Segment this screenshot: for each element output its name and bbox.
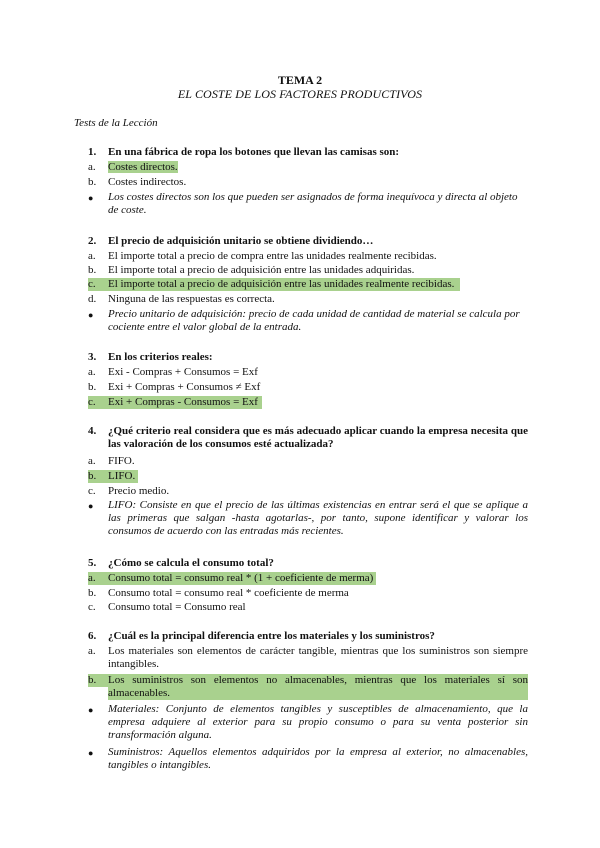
option-marker: a. xyxy=(88,366,96,378)
question-number: 3. xyxy=(88,351,97,363)
question-number: 6. xyxy=(88,630,97,642)
question-text: El precio de adquisición unitario se obtiene dividiendo… xyxy=(108,235,374,247)
option-text: El importe total a precio de adquisición entre las unidades adquiridas. xyxy=(108,264,415,276)
option-marker: d. xyxy=(88,293,97,305)
option-marker: a. xyxy=(88,572,108,585)
option-text: Exi - Compras + Consumos = Exf xyxy=(108,366,258,378)
option-5b xyxy=(88,587,349,600)
explanation-text: Precio unitario de adquisición: precio de cada unidad de cantidad de material se calcula por cociente entre el valor global de la entrada. xyxy=(108,308,520,333)
question-5 xyxy=(88,557,528,570)
option-marker: b. xyxy=(88,470,108,483)
option-text: FIFO. xyxy=(108,455,135,467)
option-4a xyxy=(88,455,135,468)
question-text: ¿Cómo se calcula el consumo total? xyxy=(108,557,274,569)
explanation-4 xyxy=(88,499,528,538)
option-marker: a. xyxy=(88,161,96,173)
option-marker: b. xyxy=(88,674,108,687)
option-text: Consumo total = consumo real * (1 + coeficiente de merma) xyxy=(108,572,376,585)
option-5c xyxy=(88,601,246,614)
explanation-text: Los costes directos son los que pueden ser asignados de forma inequívoca y directa al objeto de coste. xyxy=(108,191,518,216)
option-text: Ninguna de las respuestas es correcta. xyxy=(108,293,275,305)
option-marker: b. xyxy=(88,587,97,599)
question-number: 1. xyxy=(88,146,97,158)
question-text: ¿Qué criterio real considera que es más adecuado aplicar cuando la empresa necesita que las valoración de los consumos esté actualizada? xyxy=(108,425,528,450)
option-text: Exi + Compras - Consumos = Exf xyxy=(108,396,262,409)
question-number: 5. xyxy=(88,557,97,569)
option-text: El importe total a precio de compra entre las unidades realmente recibidas. xyxy=(108,250,437,262)
bullet-icon: ● xyxy=(88,705,94,715)
question-3 xyxy=(88,351,528,364)
explanation-1 xyxy=(88,191,528,217)
question-number: 2. xyxy=(88,235,97,247)
question-6 xyxy=(88,630,528,643)
option-text: Precio medio. xyxy=(108,485,170,497)
option-marker: c. xyxy=(88,396,108,409)
option-text: Exi + Compras + Consumos ≠ Exf xyxy=(108,381,261,393)
option-marker: a. xyxy=(88,455,96,467)
option-3b xyxy=(88,381,260,394)
question-2 xyxy=(88,235,528,248)
option-text: Consumo total = Consumo real xyxy=(108,601,246,613)
option-2d xyxy=(88,293,275,306)
explanation-text: Suministros: Aquellos elementos adquiridos por la empresa al exterior, no almacenables, tangibles o intangibles. xyxy=(108,746,528,771)
option-text: LIFO. xyxy=(108,470,138,483)
option-4c xyxy=(88,485,169,498)
option-2a xyxy=(88,250,437,263)
option-marker: a. xyxy=(88,250,96,262)
question-1 xyxy=(88,146,528,159)
page-subtitle: EL COSTE DE LOS FACTORES PRODUCTIVOS xyxy=(177,87,423,101)
option-marker: b. xyxy=(88,381,97,393)
option-marker: c. xyxy=(88,601,96,613)
explanation-text: LIFO: Consiste en que el precio de las últimas existencias en entrar será el que se aplique a las primeras que salgan -hasta agotarlas-, por tanto, supone identificar y valorar los consumos de acuerdo con las entradas más recientes. xyxy=(108,499,528,537)
bullet-icon: ● xyxy=(88,501,94,511)
bullet-icon: ● xyxy=(88,310,94,320)
option-text: Costes indirectos. xyxy=(108,176,187,188)
option-marker: a. xyxy=(88,645,96,657)
option-marker: b. xyxy=(88,264,97,276)
option-1a xyxy=(88,161,178,174)
option-6a xyxy=(88,645,528,671)
option-4b xyxy=(88,470,138,483)
explanation-2 xyxy=(88,308,528,334)
option-marker: b. xyxy=(88,176,97,188)
option-2b xyxy=(88,264,414,277)
option-2c xyxy=(88,278,460,291)
question-text: En una fábrica de ropa los botones que llevan las camisas son: xyxy=(108,146,400,158)
option-text: Los suministros son elementos no almacenables, mientras que los materiales sí son almacenables. xyxy=(108,674,528,699)
explanation-text: Materiales: Conjunto de elementos tangibles y susceptibles de almacenamiento, que la empresa adquiere al exterior para su propio consumo o para su venta posterior sin transformación alguna. xyxy=(108,703,528,741)
option-text: El importe total a precio de adquisición entre las unidades realmente recibidas. xyxy=(108,278,460,291)
option-3c xyxy=(88,396,262,409)
option-text: Consumo total = consumo real * coeficiente de merma xyxy=(108,587,349,599)
option-text: Los materiales son elementos de carácter tangible, mientras que los suministros son siempre intangibles. xyxy=(108,645,528,670)
question-number: 4. xyxy=(88,425,97,437)
option-marker: c. xyxy=(88,485,96,497)
option-marker: c. xyxy=(88,278,108,291)
question-4 xyxy=(88,425,528,451)
explanation-6b xyxy=(88,746,528,772)
bullet-icon: ● xyxy=(88,193,94,203)
question-text: En los criterios reales: xyxy=(108,351,213,363)
option-6b xyxy=(88,674,528,700)
option-5a xyxy=(88,572,376,585)
question-text: ¿Cuál es la principal diferencia entre los materiales y los suministros? xyxy=(108,630,435,642)
section-label: Tests de la Lección xyxy=(74,117,158,129)
page-title: TEMA 2 xyxy=(277,73,323,87)
option-1b xyxy=(88,176,186,189)
option-text: Costes directos. xyxy=(108,161,178,173)
explanation-6a xyxy=(88,703,528,742)
bullet-icon: ● xyxy=(88,748,94,758)
option-3a xyxy=(88,366,258,379)
